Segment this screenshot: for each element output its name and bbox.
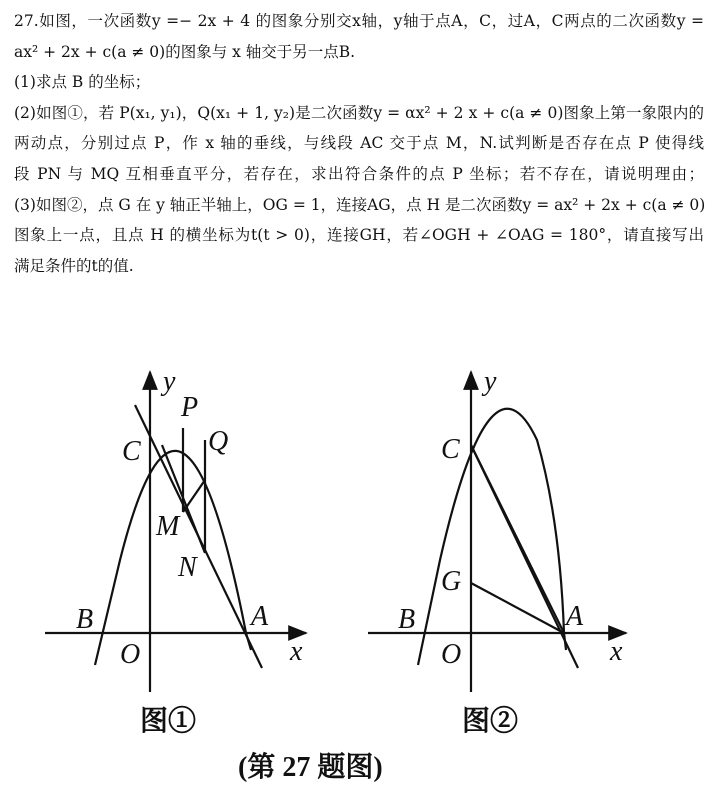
fig1-segment-mq xyxy=(183,480,205,512)
fig2-label-g: G xyxy=(441,566,462,597)
fig2-label-x: x xyxy=(610,636,623,667)
fig1-label-q: Q xyxy=(208,426,229,457)
problem-line-7: (3)如图②，点 G 在 y 轴正半轴上，OG = 1，连接AG，点 H 是二次函数y = ax² + 2x + c(a ≠ 0) xyxy=(14,195,706,214)
figures xyxy=(0,355,710,788)
fig2-segment-cA xyxy=(471,445,564,633)
fig1-label-a: A xyxy=(251,601,269,632)
fig1-label-n: N xyxy=(178,552,197,583)
problem-line-9: 满足条件的t的值. xyxy=(14,256,134,275)
fig2-label-y: y xyxy=(484,366,497,397)
figure-caption: (第 27 题图) xyxy=(238,752,383,783)
fig1-label-x: x xyxy=(290,636,303,667)
fig1-label-c: C xyxy=(122,436,141,467)
fig1-label-b: B xyxy=(76,604,94,635)
figure-2-labels xyxy=(398,366,623,670)
problem-line-1: 27.如图，一次函数y =− 2x + 4 的图象分别交x轴，y轴于点A，C，过A，C两点的二次函数y = xyxy=(14,12,704,30)
problem-line-6: 段 PN 与 MQ 互相垂直平分，若存在，求出符合条件的点 P 坐标；若不存在，请说明理由； xyxy=(14,164,704,183)
fig2-caption: 图② xyxy=(462,706,519,737)
problem-line-8: 图象上一点，且点 H 的横坐标为t(t > 0)，连接GH，若∠OGH + ∠OAG = 180°，请直接写出 xyxy=(14,226,704,245)
problem-text xyxy=(14,6,704,281)
fig1-caption: 图① xyxy=(140,706,197,737)
problem-line-4: (2)如图①，若 P(x₁, y₁)，Q(x₁ + 1, y₂)是二次函数y = αx² + 2 x + c(a ≠ 0)图象上第一象限内的 xyxy=(14,103,704,122)
fig1-label-y: y xyxy=(163,366,176,397)
fig1-label-p: P xyxy=(181,392,199,423)
problem-line-3: (1)求点 B 的坐标； xyxy=(14,73,151,92)
fig2-label-a: A xyxy=(566,601,584,632)
problem-line-2: ax² + 2x + c(a ≠ 0)的图象与 x 轴交于另一点B. xyxy=(14,42,356,61)
fig1-label-m: M xyxy=(156,511,180,542)
fig2-label-origin: O xyxy=(441,639,462,670)
problem-line-5: 两动点，分别过点 P，作 x 轴的垂线，与线段 AC 交于点 M，N.试判断是否存在点 P 使得线 xyxy=(14,134,704,153)
fig1-label-origin: O xyxy=(120,639,141,670)
figure-2 xyxy=(368,372,626,692)
fig2-label-c: C xyxy=(441,434,460,465)
fig2-label-b: B xyxy=(398,604,416,635)
